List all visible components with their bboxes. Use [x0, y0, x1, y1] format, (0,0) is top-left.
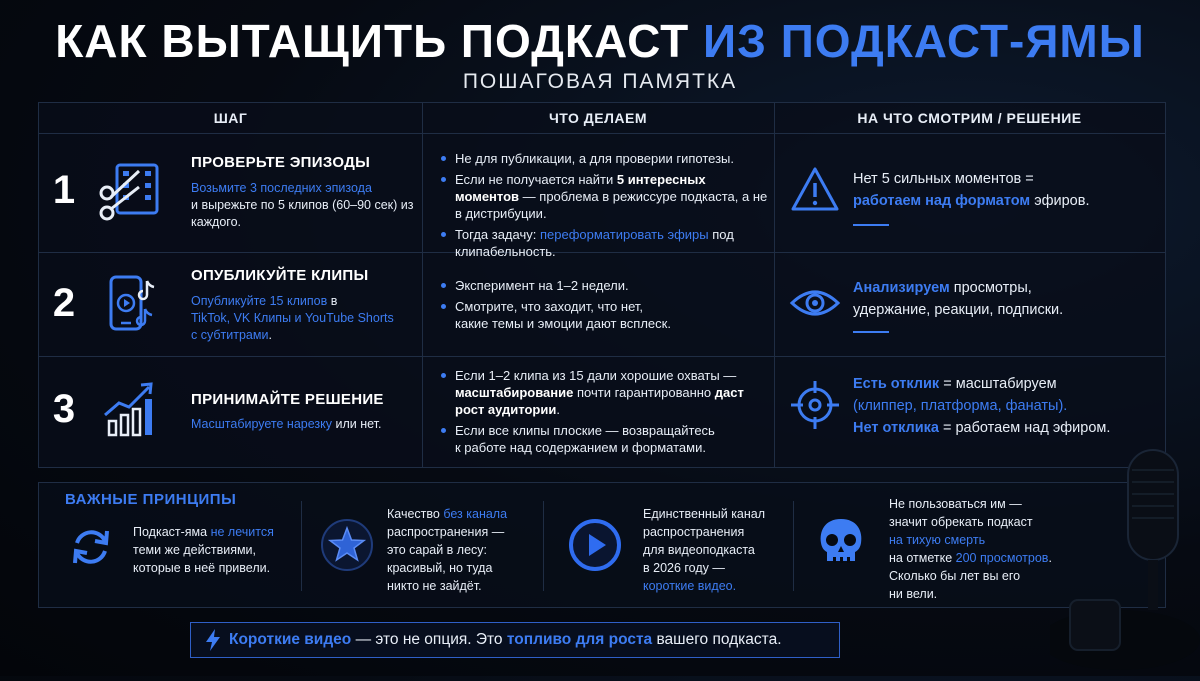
step-solution: Нет 5 сильных моментов = работаем над форматом эфиров. — [853, 171, 1090, 209]
divider — [543, 501, 544, 591]
list-item: Если все клипы плоские — возвращайтесь к работе над содержанием и форматами. — [441, 422, 771, 456]
step-number: 2 — [52, 281, 76, 325]
skull-icon — [813, 513, 869, 578]
title-blue: ИЗ ПОДКАСТ-ЯМЫ — [703, 15, 1145, 67]
column-header-step: ШАГ — [213, 110, 248, 126]
target-icon — [789, 379, 841, 431]
step-title: ПРИНИМАЙТЕ РЕШЕНИЕ — [191, 391, 384, 408]
step-description: Возьмите 3 последних эпизода и вырежьте по 5 клипов (60–90 сек) из каждого. — [191, 181, 414, 229]
page-title — [0, 14, 1200, 68]
step-actions — [441, 277, 771, 336]
step-title: ПРОВЕРЬТЕ ЭПИЗОДЫ — [191, 154, 371, 171]
list-item: Если не получается найти 5 интересных моментов — проблема в режиссуре подкаста, а не в дистрибуции. — [441, 171, 771, 222]
divider — [301, 501, 302, 591]
step-actions — [441, 367, 771, 460]
step-solution: Есть отклик = масштабируем (клиппер, платформа, фанаты). Нет отклика = работаем над эфиром. — [853, 376, 1111, 436]
step-solution: Анализируем просмотры, удержание, реакции, подписки. — [853, 280, 1064, 318]
warning-icon — [789, 164, 841, 216]
footer-banner — [190, 622, 840, 658]
page-subtitle: ПОШАГОВАЯ ПАМЯТКА — [462, 70, 738, 93]
star-icon — [319, 517, 375, 578]
divider — [793, 501, 794, 591]
principle-item: Не пользоваться им — значит обрекать подкаст на тихую смерть на отметке 200 просмотров. Сколько бы лет вы его ни вели. — [889, 497, 1052, 601]
principle-item: Единственный канал распространения для видеоподкаста в 2026 году — короткие видео. — [643, 507, 766, 593]
phone-tiktok-icon — [95, 271, 163, 339]
step-description: Масштабируете нарезку или нет. — [191, 417, 382, 431]
list-item: Если 1–2 клипа из 15 дали хорошие охваты — масштабирование почти гарантированно даст рост аудитории. — [441, 367, 771, 418]
table-row — [39, 253, 1165, 357]
title-white: КАК ВЫТАЩИТЬ ПОДКАСТ — [55, 15, 690, 67]
banner-text: Короткие видео — это не опция. Это топливо для роста вашего подкаста. — [229, 631, 782, 648]
steps-table — [38, 102, 1166, 468]
list-item: Эксперимент на 1–2 недели. — [441, 277, 771, 294]
accent-underline — [853, 331, 889, 333]
growth-chart-icon — [95, 377, 163, 445]
step-number: 3 — [52, 387, 76, 431]
eye-icon — [789, 277, 841, 329]
principle-item: Качество без канала распространения — это сарай в лесу: красивый, но туда никто не зайдёт. — [387, 507, 508, 593]
list-item: Смотрите, что заходит, что нет, какие темы и эмоции дают всплеск. — [441, 298, 771, 332]
list-item: Не для публикации, а для проверии гипотезы. — [441, 150, 771, 167]
table-header — [39, 103, 1165, 134]
step-number: 1 — [52, 168, 76, 212]
list-item: Тогда задачу: переформатировать эфиры под клипабельность. — [441, 226, 771, 260]
step-description: Опубликуйте 15 клипов в TikTok, VK Клипы и YouTube Shorts с субтитрами. — [191, 294, 394, 342]
table-row — [39, 134, 1165, 259]
accent-underline — [853, 224, 889, 226]
refresh-icon — [67, 523, 115, 576]
play-icon — [567, 517, 623, 578]
column-header-what: ЧТО ДЕЛАЕМ — [548, 110, 648, 126]
table-row — [39, 357, 1165, 467]
step-actions — [441, 150, 771, 264]
lightning-icon — [205, 629, 221, 664]
film-scissors-icon — [95, 159, 163, 227]
principles-title: ВАЖНЫЕ ПРИНЦИПЫ — [65, 491, 237, 508]
microphone-image — [1050, 440, 1200, 676]
column-header-solution: НА ЧТО СМОТРИМ / РЕШЕНИЕ — [857, 110, 1082, 126]
principles-panel — [38, 482, 1166, 608]
principle-item: Подкаст-яма не лечится теми же действиями, которые в неё привели. — [133, 525, 274, 575]
step-title: ОПУБЛИКУЙТЕ КЛИПЫ — [191, 267, 369, 284]
